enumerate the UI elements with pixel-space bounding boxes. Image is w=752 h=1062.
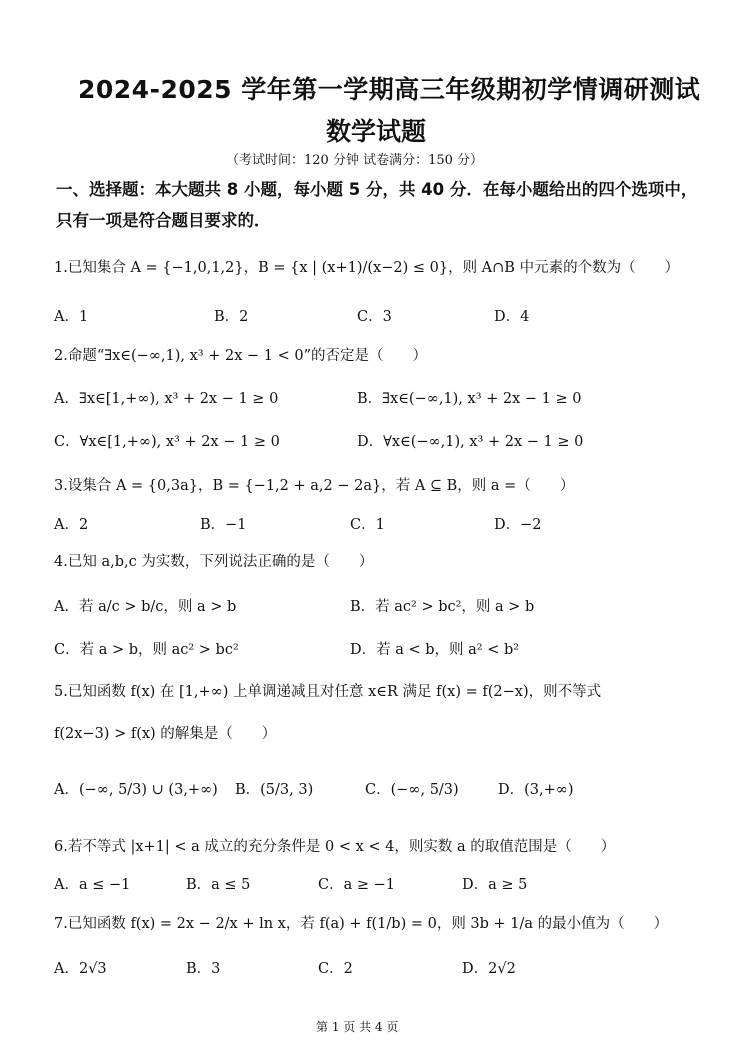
question-1: 1.已知集合 A = {−1,0,1,2}，B = {x | (x+1)/(x−2) ≤ 0}，则 A∩B 中元素的个数为（ ） xyxy=(54,260,680,276)
q4-option-c: C．若 a > b，则 ac² > bc² xyxy=(54,642,239,658)
section-heading-line1: 一、选择题：本大题共 8 小题，每小题 5 分，共 40 分．在每小题给出的四个选项中， xyxy=(56,180,698,199)
q1-option-b: B．2 xyxy=(214,309,249,325)
q6-option-b: B．a ≤ 5 xyxy=(186,877,251,893)
q5-option-a: A．(−∞, 5/3) ∪ (3,+∞) xyxy=(54,782,218,798)
q4-option-b: B．若 ac² > bc²，则 a > b xyxy=(350,599,535,615)
question-5: 5.已知函数 f(x) 在 [1,+∞) 上单调递减且对任意 x∈R 满足 f(x) = f(2−x)，则不等式 xyxy=(54,684,602,700)
q7-option-b: B．3 xyxy=(186,961,221,977)
q2-option-b: B．∃x∈(−∞,1), x³ + 2x − 1 ≥ 0 xyxy=(357,391,582,407)
q7-option-c: C．2 xyxy=(318,961,353,977)
q1-option-d: D．4 xyxy=(494,309,530,325)
question-5-line2: f(2x−3) > f(x) 的解集是（ ） xyxy=(54,726,277,742)
q6-option-c: C．a ≥ −1 xyxy=(318,877,395,893)
question-7: 7.已知函数 f(x) = 2x − 2/x + ln x，若 f(a) + f(1/b) = 0，则 3b + 1/a 的最小值为（ ） xyxy=(54,916,669,932)
q2-option-d: D．∀x∈(−∞,1), x³ + 2x − 1 ≥ 0 xyxy=(357,434,584,450)
q3-option-d: D．−2 xyxy=(494,517,542,533)
question-3: 3.设集合 A = {0,3a}，B = {−1,2 + a,2 − 2a}，若 A ⊆ B，则 a =（ ） xyxy=(54,478,575,494)
q5-option-b: B．(5/3, 3) xyxy=(235,782,314,798)
question-2: 2.命题“∃x∈(−∞,1), x³ + 2x − 1 < 0”的否定是（ ） xyxy=(54,348,427,364)
q6-option-d: D．a ≥ 5 xyxy=(462,877,528,893)
q5-option-c: C．(−∞, 5/3) xyxy=(365,782,459,798)
q1-option-a: A．1 xyxy=(54,309,89,325)
q7-option-d: D．2√2 xyxy=(462,961,516,977)
q2-option-c: C．∀x∈[1,+∞), x³ + 2x − 1 ≥ 0 xyxy=(54,434,280,450)
q5-option-d: D．(3,+∞) xyxy=(498,782,574,798)
q6-option-a: A．a ≤ −1 xyxy=(54,877,131,893)
page-number: 第 1 页 共 4 页 xyxy=(316,1020,399,1034)
q3-option-b: B．−1 xyxy=(200,517,247,533)
q4-option-d: D．若 a < b，则 a² < b² xyxy=(350,642,520,658)
q3-option-c: C．1 xyxy=(350,517,385,533)
q1-option-c: C．3 xyxy=(357,309,392,325)
section-heading-line2: 只有一项是符合题目要求的． xyxy=(56,211,271,230)
q3-option-a: A．2 xyxy=(54,517,89,533)
question-4: 4.已知 a,b,c 为实数，下列说法正确的是（ ） xyxy=(54,554,374,570)
subject-title: 数学试题 xyxy=(326,117,427,146)
q4-option-a: A．若 a/c > b/c，则 a > b xyxy=(54,599,237,615)
exam-info: （考试时间：120 分钟 试卷满分：150 分） xyxy=(226,153,484,168)
q2-option-a: A．∃x∈[1,+∞), x³ + 2x − 1 ≥ 0 xyxy=(54,391,279,407)
question-6: 6.若不等式 |x+1| < a 成立的充分条件是 0 < x < 4，则实数 a 的取值范围是（ ） xyxy=(54,839,616,855)
q7-option-a: A．2√3 xyxy=(54,961,107,977)
page-title: 2024-2025 学年第一学期高三年级期初学情调研测试 xyxy=(78,75,701,104)
